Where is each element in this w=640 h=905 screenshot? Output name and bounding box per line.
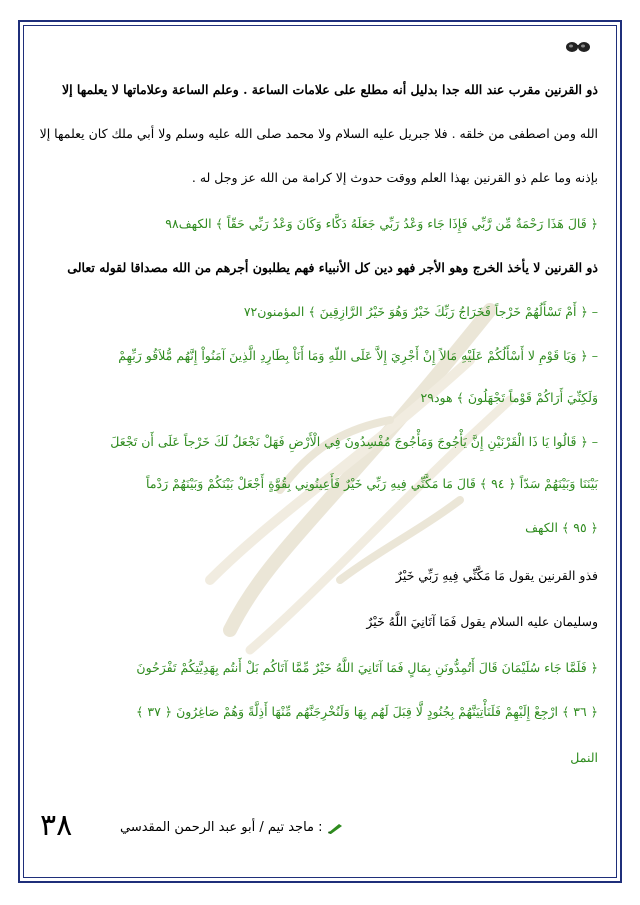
author-name: : ماجد تيم / أبو عبد الرحمن المقدسي bbox=[120, 820, 323, 835]
pen-icon bbox=[327, 822, 343, 834]
verse-naml-37: ﴿ ٣٦ ﴾ ارْجِعْ إِلَيْهِمْ فَلَنَأْتِيَنَّهُمْ بِجُنُودٍ لَّا قِبَلَ لَهُم بِهَا وَلَنُخْرِجَنَّهُم مِّنْهَا أَذِلَّةً وَهُمْ صَاغِرُونَ ﴿ ٣٧ ﴾ bbox=[136, 704, 598, 719]
paragraph-line-5: فذو القرنين يقول مَا مَكَّنِّي فِيهِ رَبِّي خَيْرٌ bbox=[395, 568, 598, 583]
verse-naml-36: ﴿ فَلَمَّا جَاء سُلَيْمَانَ قَالَ أَتُمِدُّونَنِ بِمَالٍ فَمَا آتَانِيَ اللَّهُ خَيْرٌ مِّمَّا آتَاكُم بَلْ أَنتُم بِهَدِيَّتِكُمْ تَفْرَحُونَ bbox=[136, 660, 598, 675]
page-number: ٣٨ bbox=[40, 808, 73, 843]
verse-naml-ref: النمل bbox=[570, 750, 598, 765]
paragraph-line-6: وسليمان عليه السلام يقول فَمَا آتَانِيَ اللَّهُ خَيْرٌ bbox=[366, 614, 598, 629]
glasses-icon bbox=[565, 40, 591, 54]
footer-author bbox=[120, 820, 343, 835]
verse-kahf-98: ﴿ قَالَ هَذَا رَحْمَةٌ مِّن رَّبِّي فَإِذَا جَاء وَعْدُ رَبِّي جَعَلَهُ دَكَّاء وَكَانَ وَعْدُ رَبِّي حَقّاً ﴾ الكهف٩٨ bbox=[165, 216, 598, 231]
verse-kahf-95-ref: ﴿ ٩٥ ﴾ الكهف bbox=[525, 520, 598, 535]
paragraph-line-4: ذو القرنين لا يأخذ الخرج وهو الأجر فهو دين كل الأنبياء فهم يطلبون أجرهم من الله مصداقا لقوله تعالى bbox=[67, 260, 598, 275]
verse-muminun-72: – ﴿ أَمْ تَسْأَلُهُمْ خَرْجاً فَخَرَاجُ رَبِّكَ خَيْرٌ وَهُوَ خَيْرُ الرَّازِقِينَ ﴾ المؤمنون٧٢ bbox=[243, 304, 598, 319]
paragraph-line-3: بإذنه وما علم ذو القرنين بهذا العلم ووقت حدوث إلا كرامة من الله عز وجل له . bbox=[191, 170, 598, 185]
paragraph-line-1: ذو القرنين مقرب عند الله جدا بدليل أنه مطلع على علامات الساعة . وعلم الساعة وعلاماتها لا يعلمها إلا bbox=[61, 82, 598, 97]
verse-kahf-94-part2: بَيْنَنَا وَبَيْنَهُمْ سَدّاً ﴿ ٩٤ ﴾ قَالَ مَا مَكَّنِّي فِيهِ رَبِّي خَيْرٌ فَأَعِينُونِي بِقُوَّةٍ أَجْعَلْ بَيْنَكُمْ وَبَيْنَهُمْ رَدْماً bbox=[146, 476, 598, 491]
verse-kahf-94-part1: – ﴿ قَالُوا يَا ذَا الْقَرْنَيْنِ إِنَّ يَأْجُوجَ وَمَأْجُوجَ مُفْسِدُونَ فِي الْأَرْضِ فَهَلْ نَجْعَلُ لَكَ خَرْجاً عَلَى أَن تَجْعَلَ bbox=[110, 434, 598, 449]
verse-hud-29-part2: وَلَكِنِّيَ أَرَاكُمْ قَوْماً تَجْهَلُونَ ﴾ هود٢٩ bbox=[420, 390, 598, 405]
verse-hud-29-part1: – ﴿ وَيَا قَوْمِ لا أَسْأَلُكُمْ عَلَيْهِ مَالاً إِنْ أَجْرِيَ إِلاَّ عَلَى اللّهِ وَمَا أَنَاْ بِطَارِدِ الَّذِينَ آمَنُواْ إِنَّهُم مُّلاَقُو رَبِّهِمْ bbox=[118, 348, 598, 363]
paragraph-line-2: الله ومن اصطفى من خلقه . فلا جبريل عليه السلام ولا محمد صلى الله عليه وسلم ولا أبي ملك كان يعلمها إلا bbox=[39, 126, 598, 141]
